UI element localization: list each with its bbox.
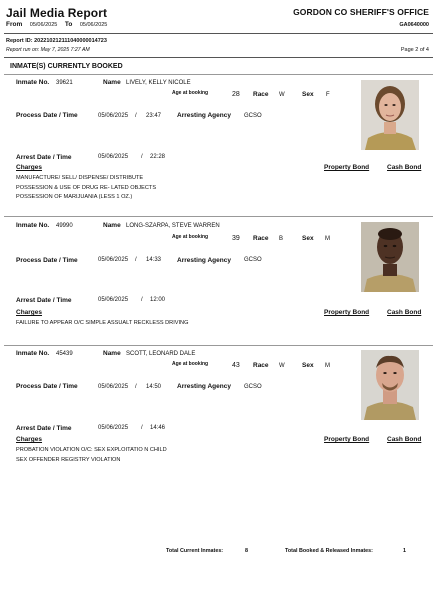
record-divider — [4, 345, 433, 346]
total-current-label: Total Current Inmates: — [166, 548, 224, 554]
total-current-value: 8 — [245, 548, 248, 554]
charges-label: Charges — [16, 309, 43, 316]
arrest-date-label: Arrest Date / Time — [16, 425, 72, 432]
inmate-race: W — [279, 363, 285, 369]
inmate-race: W — [279, 92, 285, 98]
section-title: INMATE(S) CURRENTLY BOOKED — [10, 63, 123, 70]
from-label: From — [6, 21, 23, 28]
inmate-no-label: Inmate No. — [16, 350, 50, 357]
arrest-date-label: Arrest Date / Time — [16, 154, 72, 161]
arrest-time: 22:28 — [150, 154, 166, 160]
process-date-slash: / — [135, 384, 137, 390]
arrest-date: 05/06/2025 — [98, 297, 129, 303]
cash-bond-label: Cash Bond — [387, 164, 422, 171]
inmate-no: 39621 — [56, 80, 73, 86]
inmate-photo-figure — [361, 222, 419, 292]
report-run-time: Report run on: May 7, 2025 7:27 AM — [6, 47, 90, 53]
race-label: Race — [253, 362, 269, 369]
property-bond-label: Property Bond — [324, 164, 370, 171]
charge-line: MANUFACTURE/ SELL/ DISPENSE/ DISTRIBUTE — [16, 175, 144, 181]
inmate-no: 49990 — [56, 223, 73, 229]
office-header — [293, 7, 429, 28]
inmate-no: 45439 — [56, 351, 73, 357]
race-label: Race — [253, 91, 269, 98]
process-date-label: Process Date / Time — [16, 257, 78, 264]
process-time: 14:50 — [146, 384, 162, 390]
total-released-value: 1 — [403, 548, 406, 554]
inmate-photo-figure — [361, 80, 419, 150]
cash-bond-label: Cash Bond — [387, 309, 422, 316]
process-time: 14:33 — [146, 257, 162, 263]
charges-label: Charges — [16, 164, 43, 171]
process-date-slash: / — [135, 257, 137, 263]
charge-line: PROBATION VIOLATION O/C: SEX EXPLOITATIO N CHILD — [16, 447, 167, 453]
inmate-photo — [361, 80, 419, 150]
inmate-sex: F — [326, 92, 330, 98]
inmate-no-label: Inmate No. — [16, 79, 50, 86]
inmate-age: 43 — [232, 362, 240, 369]
header-rule — [4, 33, 433, 34]
sex-label: Sex — [302, 235, 314, 242]
inmate-name: SCOTT, LEONARD DALE — [126, 351, 196, 357]
arrest-date-slash: / — [141, 297, 143, 303]
process-date: 05/06/2025 — [98, 257, 129, 263]
total-released-label: Total Booked & Released Inmates: — [285, 548, 373, 554]
name-label: Name — [103, 222, 121, 229]
office-code: GA0640000 — [399, 22, 429, 28]
report-header — [6, 6, 113, 28]
process-date: 05/06/2025 — [98, 384, 129, 390]
arrest-date-slash: / — [141, 154, 143, 160]
inmate-sex: M — [325, 363, 330, 369]
process-date: 05/06/2025 — [98, 113, 129, 119]
cash-bond-label: Cash Bond — [387, 436, 422, 443]
inmate-age: 39 — [232, 235, 240, 242]
charge-line: POSSESSION OF MARIJUANIA (LESS 1 OZ.) — [16, 194, 133, 200]
inmate-race: B — [279, 236, 284, 242]
arresting-agency: GCSO — [244, 384, 262, 390]
page-number: Page 2 of 4 — [400, 47, 429, 53]
inmate-photo — [361, 222, 419, 292]
to-date: 05/06/2025 — [79, 22, 108, 28]
arresting-agency-label: Arresting Agency — [177, 257, 231, 264]
inmate-no-label: Inmate No. — [16, 222, 50, 229]
inmate-name: LIVELY, KELLY NICOLE — [126, 80, 191, 86]
age-label: Age at booking — [172, 234, 209, 240]
property-bond-label: Property Bond — [324, 436, 370, 443]
name-label: Name — [103, 79, 121, 86]
section-rule — [4, 57, 433, 58]
arresting-agency: GCSO — [244, 257, 262, 263]
report-title: Jail Media Report — [6, 6, 108, 20]
age-label: Age at booking — [172, 90, 209, 96]
process-date-label: Process Date / Time — [16, 112, 78, 119]
office-name: GORDON CO SHERIFF'S OFFICE — [293, 7, 429, 17]
from-date: 05/06/2025 — [29, 22, 58, 28]
record-divider — [4, 216, 433, 217]
sex-label: Sex — [302, 91, 314, 98]
to-label: To — [64, 21, 73, 28]
sex-label: Sex — [302, 362, 314, 369]
arresting-agency-label: Arresting Agency — [177, 112, 231, 119]
arrest-date-slash: / — [141, 425, 143, 431]
arrest-date: 05/06/2025 — [98, 425, 129, 431]
report-id: Report ID: 202210212111040000014723 — [6, 38, 107, 44]
inmate-photo — [361, 350, 419, 420]
process-date-label: Process Date / Time — [16, 383, 78, 390]
arrest-time: 14:46 — [150, 425, 166, 431]
charge-line: POSSESSION & USE OF DRUG RE- LATED OBJECTS — [16, 185, 157, 191]
charge-line: FAILURE TO APPEAR O/C SIMPLE ASSUALT RECKLESS DRIVING — [16, 320, 189, 326]
date-range — [6, 21, 113, 28]
arresting-agency-label: Arresting Agency — [177, 383, 231, 390]
section-title-rule — [4, 74, 433, 75]
inmate-photo-figure — [361, 350, 419, 420]
race-label: Race — [253, 235, 269, 242]
name-label: Name — [103, 350, 121, 357]
process-time: 23:47 — [146, 113, 162, 119]
arrest-date: 05/06/2025 — [98, 154, 129, 160]
property-bond-label: Property Bond — [324, 309, 370, 316]
age-label: Age at booking — [172, 361, 209, 367]
arrest-time: 12:00 — [150, 297, 166, 303]
arrest-date-label: Arrest Date / Time — [16, 297, 72, 304]
charges-label: Charges — [16, 436, 43, 443]
process-date-slash: / — [135, 113, 137, 119]
inmate-sex: M — [325, 236, 330, 242]
charge-line: SEX OFFENDER REGISTRY VIOLATION — [16, 457, 121, 463]
arresting-agency: GCSO — [244, 113, 262, 119]
inmate-name: LONG-SZARPA, STEVE WARREN — [126, 223, 220, 229]
inmate-age: 28 — [232, 91, 240, 98]
